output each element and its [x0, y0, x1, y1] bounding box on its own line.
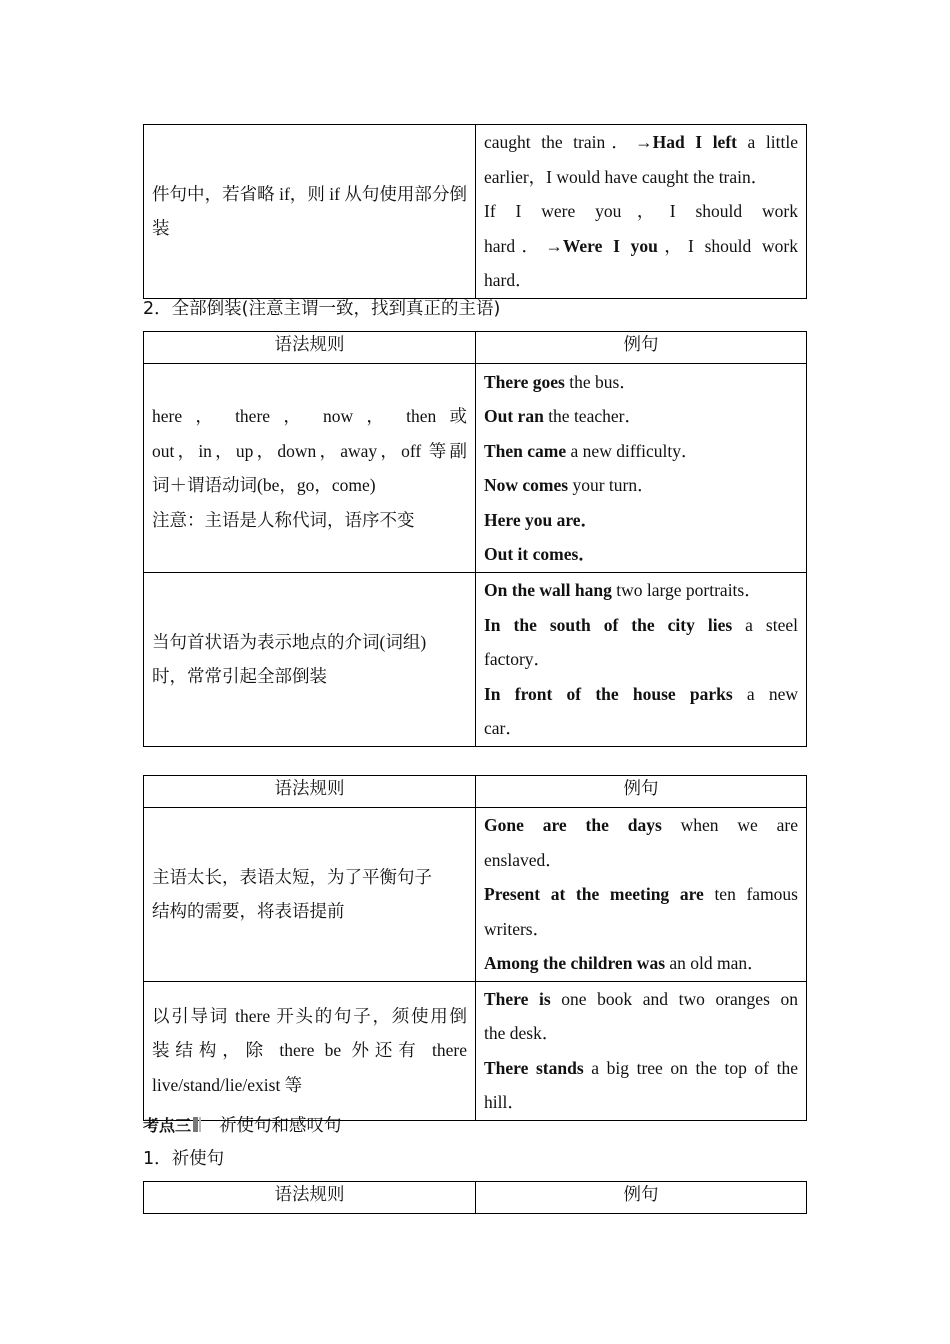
- example-cell: [476, 364, 807, 573]
- example-line: enslaved．: [484, 849, 563, 870]
- rule-cell: [144, 125, 476, 299]
- column-header-rule: 语法规则: [144, 1182, 476, 1214]
- rule-cell: [144, 364, 476, 573]
- example-line: hard．: [484, 270, 533, 290]
- example-line: If I were you，I should work: [484, 201, 798, 221]
- conditional-inversion-table: [143, 124, 807, 299]
- example-line: earlier，I would have caught the train．: [484, 166, 769, 187]
- example-line: There goes the bus．: [484, 371, 637, 392]
- example-line: Out ran the teacher．: [484, 406, 642, 426]
- example-line: In front of the house parks a new: [484, 683, 798, 704]
- rule-cell: [144, 573, 476, 747]
- rule-line: 以引导词 there 开头的句子，须使用倒: [152, 1005, 467, 1026]
- example-line: Now comes your turn．: [484, 475, 655, 495]
- rule-line: 结构的需要，将表语提前: [152, 901, 345, 922]
- column-header-example: 例句: [476, 776, 807, 808]
- rule-line: 主语太长，表语太短，为了平衡句子: [152, 866, 432, 887]
- subsection-heading: 1．祈使句: [143, 1149, 225, 1169]
- column-header-example: 例句: [476, 1182, 807, 1214]
- example-line: Then came a new difficulty．: [484, 440, 699, 461]
- tag-bar-light-icon: [199, 1117, 201, 1132]
- example-line: Gone are the days when we are: [484, 815, 798, 835]
- predicative-inversion-table: [143, 775, 807, 1121]
- example-line: Among the children was an old man．: [484, 953, 765, 973]
- section-heading: 2．全部倒装(注意主谓一致，找到真正的主语): [143, 299, 501, 319]
- example-line: Present at the meeting are ten famous: [484, 884, 798, 904]
- rule-line: 注意：主语是人称代词，语序不变: [152, 509, 415, 530]
- arrow-icon: →: [545, 235, 563, 256]
- rule-text: 件句中，若省略 if，则 if 从句使用部分倒装: [152, 183, 467, 239]
- example-cell: [476, 125, 807, 299]
- exam-point-tag: 考点三: [143, 1115, 192, 1135]
- example-line: There is one book and two oranges on: [484, 988, 798, 1009]
- column-header-rule: 语法规则: [144, 332, 476, 364]
- example-line: hard．→Were I you，I should work: [484, 235, 798, 256]
- column-header-rule: 语法规则: [144, 776, 476, 808]
- rule-line: 装结构，除 there be 外还有 there: [152, 1040, 467, 1061]
- arrow-icon: →: [635, 132, 653, 152]
- imperative-table: [143, 1181, 807, 1214]
- column-header-example: 例句: [476, 332, 807, 364]
- exam-point-heading: [143, 1112, 342, 1136]
- example-cell: [476, 573, 807, 747]
- rule-line: live/stand/lie/exist 等: [152, 1074, 303, 1095]
- example-line: In the south of the city lies a steel: [484, 614, 798, 635]
- rule-cell: [144, 808, 476, 982]
- full-inversion-table: [143, 331, 807, 747]
- rule-line: out，in，up，down，away，off 等副: [152, 440, 467, 461]
- example-line: There stands a big tree on the top of the: [484, 1057, 798, 1078]
- example-line: Here you are．: [484, 509, 599, 530]
- example-line: writers．: [484, 918, 551, 939]
- rule-line: here ， there ， now ， then 或: [152, 406, 467, 426]
- rule-cell: [144, 981, 476, 1120]
- rule-line: 当句首状语为表示地点的介词(词组): [152, 631, 427, 652]
- example-cell: [476, 981, 807, 1120]
- example-line: the desk．: [484, 1023, 560, 1043]
- exam-point-title: 祈使句和感叹句: [219, 1115, 342, 1136]
- tag-bar-icon: [193, 1117, 198, 1132]
- example-line: Out it comes．: [484, 544, 596, 564]
- example-line: hill．: [484, 1092, 525, 1112]
- rule-line: 词＋谓语动词(be，go，come): [152, 475, 376, 495]
- example-cell: [476, 808, 807, 982]
- example-line: factory．: [484, 649, 552, 669]
- example-line: On the wall hang two large portraits．: [484, 580, 762, 600]
- rule-line: 时，常常引起全部倒装: [152, 666, 327, 687]
- example-line: car．: [484, 718, 523, 738]
- example-line: caught the train．→Had I left a little: [484, 132, 798, 152]
